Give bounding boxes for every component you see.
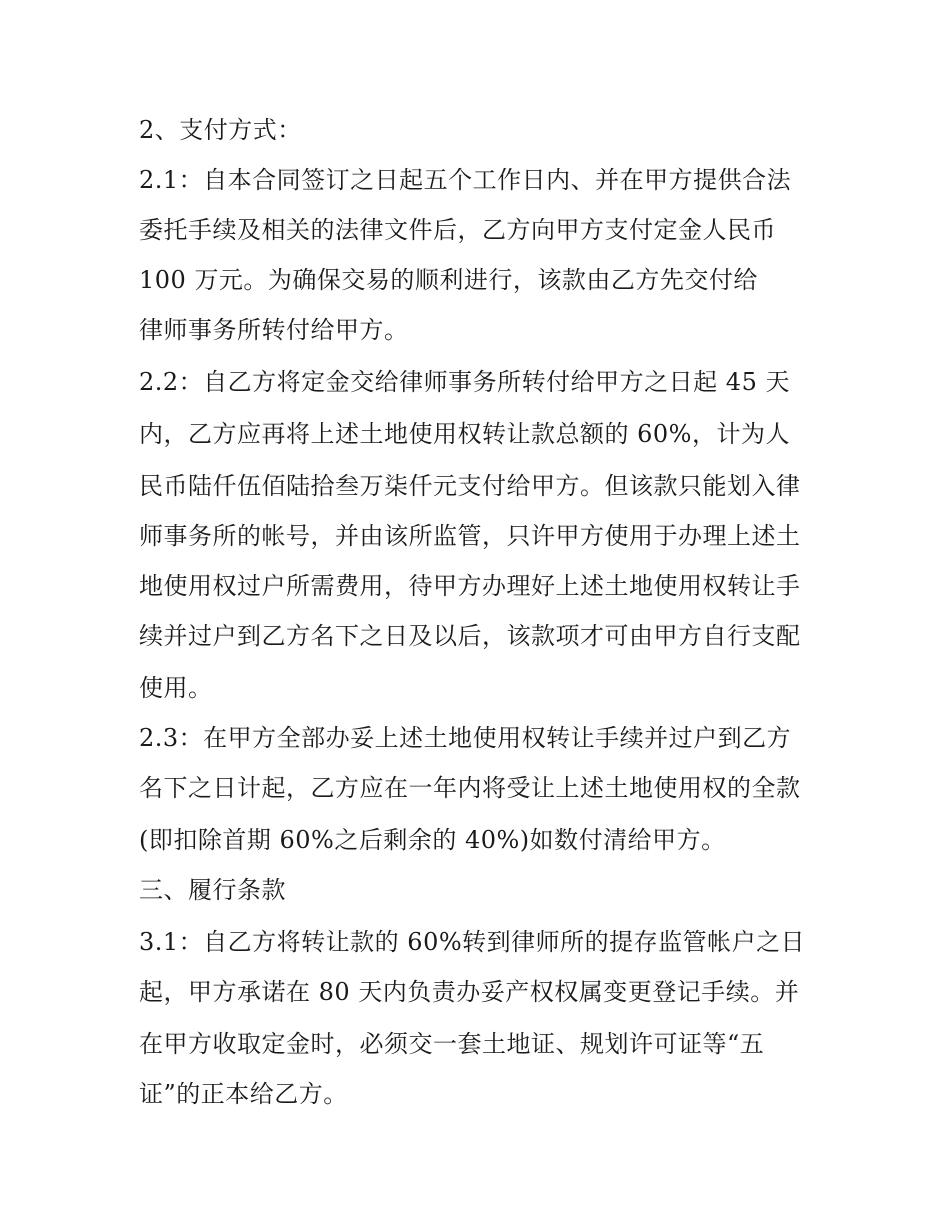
section-heading-performance: 三、履行条款 [139,876,286,904]
clause-2-2-line: 2.2：自乙方将定金交给律师事务所转付给甲方之日起 45 天 [139,368,790,396]
clause-3-1-line: 证”的正本给乙方。 [139,1080,348,1108]
clause-3-1-line: 在甲方收取定金时，必须交一套土地证、规划许可证等“五 [139,1030,765,1058]
clause-3-1-line: 3.1：自乙方将转让款的 60%转到律师所的提存监管帐户之日 [139,928,806,956]
clause-2-1-line: 2.1：自本合同签订之日起五个工作日内、并在甲方提供合法 [139,166,792,194]
clause-2-1-line: 委托手续及相关的法律文件后，乙方向甲方支付定金人民币 [139,216,776,244]
clause-2-1-line: 100 万元。为确保交易的顺利进行，该款由乙方先交付给 [139,266,758,294]
clause-2-3-line: 名下之日计起，乙方应在一年内将受让上述土地使用权的全款 [139,774,801,802]
clause-2-2-line: 地使用权过户所需费用，待甲方办理好上述土地使用权转让手 [139,572,801,600]
clause-2-2-line: 民币陆仟伍佰陆拾叁万柒仟元支付给甲方。但该款只能划入律 [139,472,801,500]
clause-2-2-line: 使用。 [139,674,213,702]
clause-3-1-line: 起，甲方承诺在 80 天内负责办妥产权权属变更登记手续。并 [139,978,800,1006]
clause-2-1-line: 律师事务所转付给甲方。 [139,316,409,344]
clause-2-2-line: 续并过户到乙方名下之日及以后，该款项才可由甲方自行支配 [139,622,801,650]
clause-2-3-line: (即扣除首期 60%之后剩余的 40%)如数付清给甲方。 [139,826,726,854]
section-heading-payment: 2、支付方式： [139,116,302,144]
clause-2-2-line: 内，乙方应再将上述土地使用权转让款总额的 60%，计为人 [139,420,790,448]
clause-2-3-line: 2.3：在甲方全部办妥上述土地使用权转让手续并过户到乙方 [139,724,792,752]
clause-2-2-line: 师事务所的帐号，并由该所监管，只许甲方使用于办理上述土 [139,522,801,550]
